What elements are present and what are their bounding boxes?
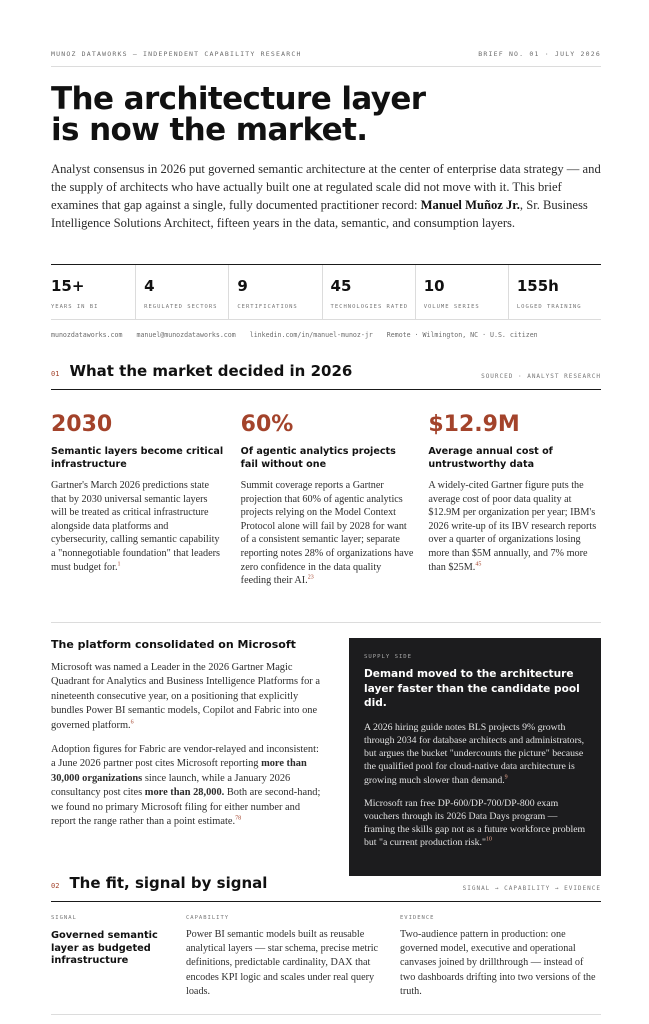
section-number: 02	[51, 882, 60, 890]
section-title: The fit, signal by signal	[69, 874, 268, 892]
stat-value: 4	[144, 277, 155, 295]
fit-capability-column	[186, 915, 400, 999]
stat-label: LOGGED TRAINING	[516, 304, 582, 310]
stat-value: 155h	[516, 277, 559, 295]
stat-training	[508, 265, 601, 319]
footnote-ref[interactable]: 1	[117, 561, 121, 568]
footnote-ref[interactable]: 6	[130, 719, 134, 726]
finding-2030	[51, 408, 224, 588]
capability-cell: Power BI semantic models built as reusable analytical layers — star schema, precise metric definitions, predictable cardinality, DAX that encodes KPI logic and scales under real query loads.	[186, 929, 379, 997]
section-header-fit	[51, 872, 601, 902]
stat-label: CERTIFICATIONS	[237, 304, 298, 310]
stat-label: YEARS IN BI	[51, 304, 99, 310]
footnote-ref[interactable]: 9	[504, 774, 508, 781]
stat-value: 45	[330, 277, 352, 295]
footnote-ref[interactable]: 78	[235, 815, 242, 822]
finding-heading: Average annual cost of untrustworthy data	[428, 446, 553, 470]
brief-number: BRIEF NO. 01 · JULY 2026	[478, 50, 601, 58]
finding-60-percent	[241, 408, 414, 588]
stat-label: VOLUME SERIES	[423, 304, 480, 310]
signal-cell: Governed semantic layer as budgeted infrastructure	[51, 930, 158, 966]
stat-volumes	[415, 265, 508, 319]
platform-text: Microsoft was named a Leader in the 2026 Gartner Magic Quadrant for Analytics and Business Intelligence Platforms for a nineteenth consecutive year, on a positioning that explicitly bundles Power BI semantic models, Copilot and Fabric into one governed platform.	[51, 662, 320, 731]
section-header-market	[51, 360, 601, 390]
linkedin-link[interactable]: linkedin.com/in/manuel-munoz-jr	[249, 331, 373, 339]
stat-value: 9	[237, 277, 248, 295]
finding-heading: Semantic layers become critical infrastructure	[51, 446, 224, 470]
finding-text: A widely-cited Gartner figure puts the average cost of poor data quality at $12.9M per organization per year; IBM's 2026 write-up of its IBV research reports over a quarter of organizations losing more than $5M annually, and 7% more than $25M.	[428, 480, 597, 573]
platform-heading: The platform consolidated on Microsoft	[51, 638, 296, 651]
market-findings	[51, 408, 601, 588]
callout-text: A 2026 hiring guide notes BLS projects 9% growth through 2034 for database architects and administrators, but argues the bucket "undercounts the picture" because the qualified pool for cloud-native data architecture is growing much slower than demand.	[364, 721, 585, 786]
finding-heading: Of agentic analytics projects fail without one	[240, 446, 396, 470]
platform-section	[51, 638, 326, 829]
finding-figure: 2030	[51, 412, 113, 437]
lede-text: Analyst consensus in 2026 put governed semantic architecture at the center of enterprise data strategy — and the supply of architects who have actually built one at regulated scale did not move with it. This brief examines that gap against a single, fully documented practitioner record:	[51, 162, 601, 212]
footnote-ref[interactable]: 23	[307, 574, 314, 581]
stat-certifications	[228, 265, 321, 319]
stat-sectors	[135, 265, 228, 319]
stat-label: REGULATED SECTORS	[144, 304, 218, 310]
callout-text: Microsoft ran free DP-600/DP-700/DP-800 exam vouchers through its 2026 Data Days program — framing the skills gap not as a future workforce problem but "a current production risk."	[364, 797, 586, 849]
callout-paragraph-2	[364, 797, 586, 850]
stats-strip	[51, 264, 601, 320]
section-title: What the market decided in 2026	[69, 362, 353, 380]
callout-paragraph-1	[364, 721, 586, 787]
stat-label: TECHNOLOGIES RATED	[330, 304, 409, 310]
fit-evidence-column	[400, 915, 601, 999]
table-row-divider	[51, 1014, 601, 1015]
column-header: EVIDENCE	[400, 915, 435, 921]
contact-line	[51, 331, 601, 339]
fabric-figure-high: more than 30,000 organizations	[51, 758, 307, 784]
top-bar	[51, 50, 601, 66]
title-line-2: is now the market.	[51, 112, 368, 148]
footnote-ref[interactable]: 10	[486, 837, 492, 844]
platform-text: Adoption figures for Fabric are vendor-relayed and inconsistent: a June 2026 partner post cites Microsoft reporting	[51, 744, 319, 770]
stat-technologies	[322, 265, 415, 319]
stat-value: 15+	[51, 277, 85, 295]
finding-body	[241, 479, 414, 588]
finding-figure: $12.9M	[428, 412, 520, 437]
column-header: SIGNAL	[51, 915, 77, 921]
platform-paragraph-1	[51, 661, 326, 733]
location-text: Remote · Wilmington, NC · U.S. citizen	[386, 331, 538, 339]
finding-text: Gartner's March 2026 predictions state that by 2030 universal semantic layers will be treated as critical infrastructure alongside data platforms and cybersecurity, calling semantic capability a "nonnegotiable foundation" that leaders must budget for.	[51, 480, 220, 573]
stat-value: 10	[423, 277, 445, 295]
website-link[interactable]: munozdataworks.com	[51, 331, 123, 339]
top-rule	[51, 66, 601, 67]
callout-heading: Demand moved to the architecture layer faster than the candidate pool did.	[364, 668, 580, 710]
platform-text: since launch, while a January 2026 consultancy post cites	[51, 772, 291, 799]
publisher-line: MUNOZ DATAWORKS — INDEPENDENT CAPABILITY RESEARCH	[51, 50, 302, 58]
platform-paragraph-2	[51, 743, 326, 829]
column-header: CAPABILITY	[186, 915, 230, 921]
fit-table	[51, 915, 601, 999]
practitioner-name: Manuel Muñoz Jr.	[420, 198, 520, 212]
section-divider	[51, 622, 601, 623]
section-tag: SIGNAL → CAPABILITY → EVIDENCE	[462, 885, 601, 892]
finding-text: Summit coverage reports a Gartner projection that 60% of agentic analytics projects relying on the Model Context Protocol alone will fail by 2028 for want of a consistent semantic layer; separate reporting notes 28% of organizations have zero confidence in the data quality feeding their AI.	[240, 480, 414, 587]
finding-body	[428, 479, 601, 574]
footnote-ref[interactable]: 45	[475, 561, 482, 568]
evidence-cell: Two-audience pattern in production: one governed model, executive and operational canvases joined by drillthrough — instead of two dashboards drifting into two versions of the truth.	[400, 929, 596, 997]
title-line-1: The architecture layer	[51, 81, 426, 117]
lede-paragraph	[51, 160, 601, 232]
callout-tag: SUPPLY SIDE	[364, 654, 413, 660]
fit-signal-column	[51, 915, 186, 999]
email-link[interactable]: manuel@munozdataworks.com	[136, 331, 236, 339]
finding-cost	[428, 408, 601, 588]
page-title	[51, 81, 601, 148]
section-tag: SOURCED · ANALYST RESEARCH	[481, 373, 601, 380]
platform-text: Both are second-hand; we found no primary Microsoft filing for either number and report the range rather than a point estimate.	[51, 787, 321, 828]
finding-figure: 60%	[240, 412, 294, 437]
supply-side-callout	[349, 638, 601, 876]
fabric-figure-low: more than 28,000.	[144, 787, 225, 799]
stat-years	[51, 265, 135, 319]
lede-text-2: , Sr. Business Intelligence Solutions Architect, fifteen years in the data, semantic, and consumption layers.	[51, 198, 588, 230]
section-number: 01	[51, 370, 60, 378]
finding-body	[51, 479, 224, 574]
